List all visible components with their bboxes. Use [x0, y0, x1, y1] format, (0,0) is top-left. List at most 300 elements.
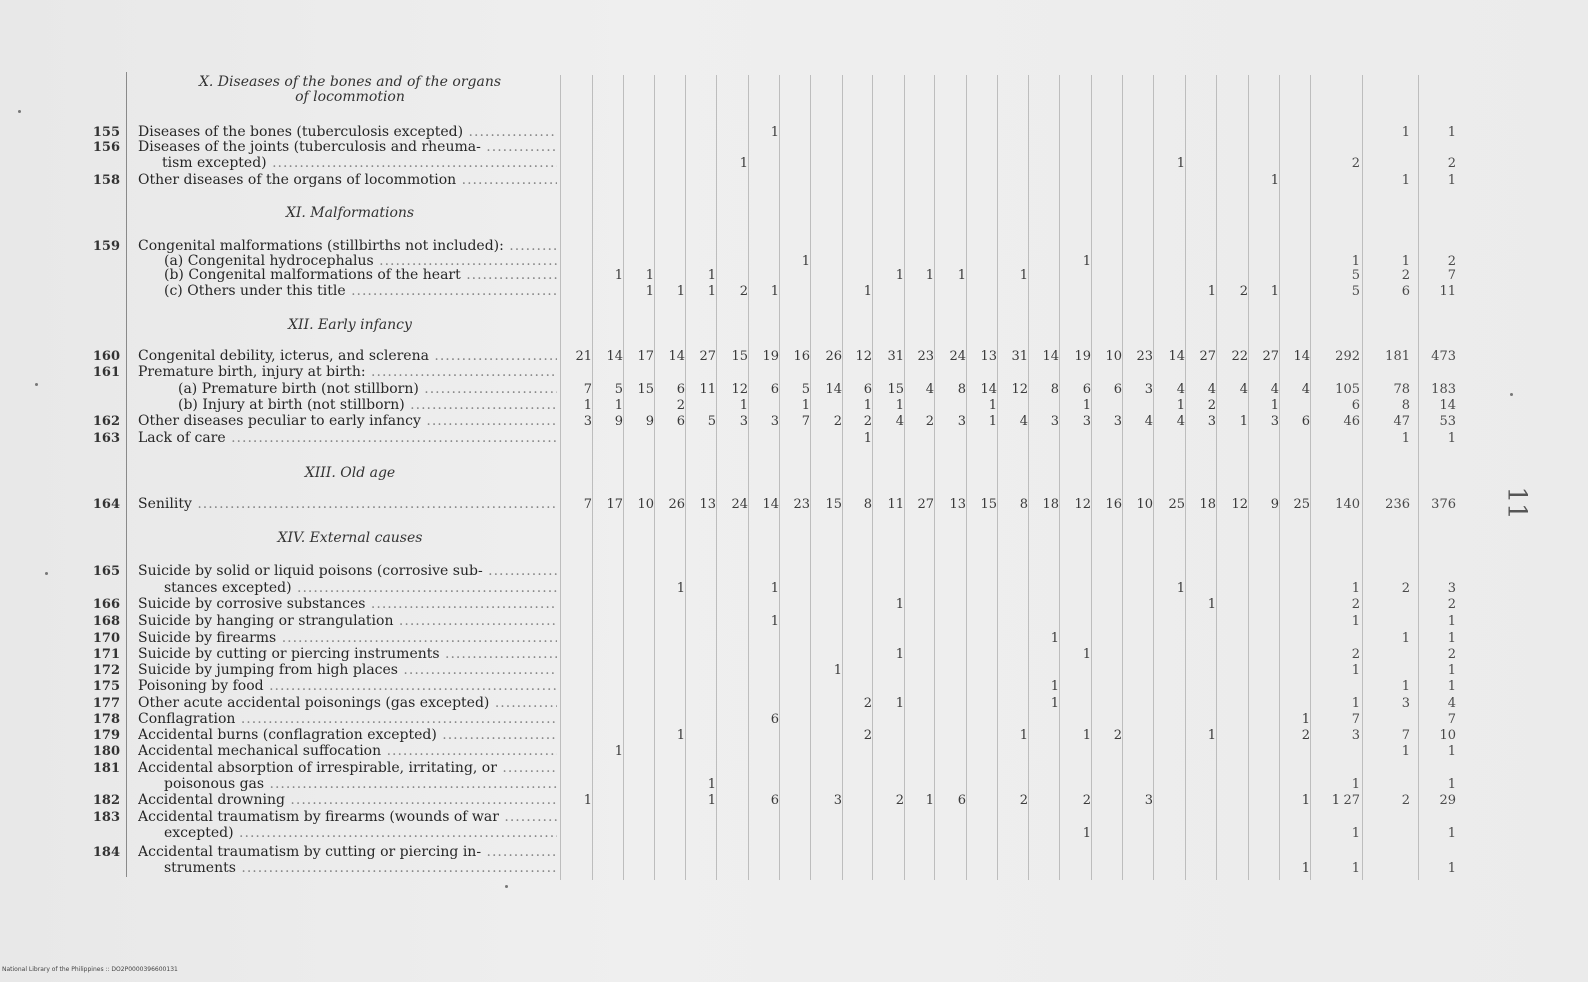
paper-speck: [35, 383, 38, 386]
row-label: Suicide by solid or liquid poisons (corrosive sub- .....: [138, 563, 557, 579]
row-label: poisonous gas .....: [164, 776, 557, 792]
table-cell: 1: [1401, 125, 1410, 140]
table-cell: 1: [1447, 861, 1456, 876]
table-cell: 9: [614, 414, 623, 429]
table-cell: 14: [668, 349, 685, 364]
row-label: Other diseases of the organs of locommotion .....: [138, 172, 557, 188]
table-cell: 3: [1207, 414, 1216, 429]
table-cell: 14: [1439, 398, 1456, 413]
column-rule: [1216, 75, 1217, 880]
column-rule: [1059, 75, 1060, 880]
table-cell: 1: [1176, 398, 1185, 413]
table-cell: 2: [1019, 793, 1028, 808]
table-cell: 1: [583, 793, 592, 808]
table-cell: 105: [1335, 382, 1360, 397]
table-cell: 5: [1351, 284, 1360, 299]
table-cell: 6: [1082, 382, 1091, 397]
row-label: tism excepted) .....: [162, 155, 557, 171]
table-cell: 1: [895, 647, 904, 662]
table-cell: 1: [863, 398, 872, 413]
table-cell: 1: [739, 398, 748, 413]
column-rule: [623, 75, 624, 880]
table-cell: 2: [1447, 597, 1456, 612]
table-cell: 16: [793, 349, 810, 364]
column-rule: [592, 75, 593, 880]
table-cell: 1: [1351, 581, 1360, 596]
column-rule: [966, 75, 967, 880]
table-cell: 1: [1447, 679, 1456, 694]
table-cell: 25: [1168, 497, 1185, 512]
row-number: 178: [92, 712, 120, 727]
table-cell: 1: [739, 156, 748, 171]
table-cell: 10: [637, 497, 654, 512]
row-number: 162: [92, 414, 120, 429]
table-cell: 2: [1113, 728, 1122, 743]
row-label: Other acute accidental poisonings (gas excepted) .....: [138, 695, 557, 711]
table-cell: 1: [1351, 254, 1360, 269]
row-label: Congenital debility, icterus, and sclerena .....: [138, 348, 557, 364]
table-cell: 3: [833, 793, 842, 808]
table-cell: 1: [925, 793, 934, 808]
row-label: Accidental burns (conflagration excepted) .....: [138, 727, 557, 743]
table-cell: 2: [1351, 597, 1360, 612]
row-label: Accidental mechanical suffocation .....: [138, 743, 557, 759]
table-cell: 2: [1351, 156, 1360, 171]
row-label: Diseases of the joints (tuberculosis and rheuma- .....: [138, 139, 557, 155]
table-cell: 1: [863, 284, 872, 299]
row-number: 180: [92, 744, 120, 759]
row-label: Lack of care .....: [138, 430, 557, 446]
table-cell: 1: [863, 431, 872, 446]
column-rule: [748, 75, 749, 880]
row-number: 160: [92, 349, 120, 364]
table-cell: 1: [1207, 284, 1216, 299]
table-cell: 2: [895, 793, 904, 808]
table-cell: 31: [887, 349, 904, 364]
column-rule: [1153, 75, 1154, 880]
table-cell: 2: [863, 728, 872, 743]
row-label: (a) Congenital hydrocephalus .....: [164, 253, 557, 269]
table-cell: 3: [957, 414, 966, 429]
column-rule: [1279, 75, 1280, 880]
paper-speck: [45, 572, 48, 575]
table-cell: 1: [1447, 614, 1456, 629]
table-cell: 1: [645, 284, 654, 299]
table-cell: 24: [949, 349, 966, 364]
table-cell: 1: [1239, 414, 1248, 429]
table-cell: 1: [1270, 398, 1279, 413]
section-heading: XIII. Old age: [304, 465, 396, 481]
table-cell: 4: [1144, 414, 1153, 429]
column-rule: [1122, 75, 1123, 880]
row-label: Suicide by hanging or strangulation .....: [138, 613, 557, 629]
table-cell: 1: [614, 398, 623, 413]
column-rule: [1310, 75, 1311, 880]
table-cell: 1: [707, 793, 716, 808]
table-cell: 12: [731, 382, 748, 397]
table-cell: 376: [1431, 497, 1456, 512]
table-cell: 14: [1293, 349, 1310, 364]
table-cell: 14: [606, 349, 623, 364]
table-cell: 7: [583, 382, 592, 397]
column-rule: [1248, 75, 1249, 880]
table-cell: 292: [1335, 349, 1360, 364]
row-number: 161: [92, 365, 120, 380]
table-cell: 1: [614, 268, 623, 283]
table-cell: 13: [980, 349, 997, 364]
table-cell: 10: [1105, 349, 1122, 364]
table-cell: 4: [925, 382, 934, 397]
table-cell: 1: [676, 581, 685, 596]
table-cell: 1: [1270, 173, 1279, 188]
table-cell: 6: [770, 793, 779, 808]
table-cell: 2: [676, 398, 685, 413]
table-cell: 5: [801, 382, 810, 397]
section-heading: XIV. External causes: [277, 530, 423, 546]
row-number: 163: [92, 431, 120, 446]
table-cell: 1: [1447, 663, 1456, 678]
table-cell: 6: [676, 414, 685, 429]
row-label: (b) Congenital malformations of the heart .....: [164, 267, 557, 283]
paper-speck: [1510, 393, 1513, 396]
row-number: 179: [92, 728, 120, 743]
table-cell: 1: [1301, 712, 1310, 727]
table-cell: 23: [1136, 349, 1153, 364]
table-cell: 1: [1447, 826, 1456, 841]
table-cell: 31: [1011, 349, 1028, 364]
table-cell: 17: [637, 349, 654, 364]
table-cell: 27: [1343, 793, 1360, 808]
row-label: Suicide by firearms .....: [138, 630, 557, 646]
table-cell: 29: [1439, 793, 1456, 808]
table-cell: 2: [833, 414, 842, 429]
table-cell: 19: [762, 349, 779, 364]
table-cell: 6: [1401, 284, 1410, 299]
table-cell: 1: [770, 581, 779, 596]
table-cell: 1: [1447, 631, 1456, 646]
paper-speck: [18, 110, 21, 113]
row-number: 166: [92, 597, 120, 612]
table-cell: 3: [583, 414, 592, 429]
table-cell: 1: [925, 268, 934, 283]
table-cell: 1: [1401, 631, 1410, 646]
table-cell: 2: [1301, 728, 1310, 743]
table-cell: 2: [1351, 647, 1360, 662]
column-rule: [1418, 75, 1419, 880]
table-cell: 10: [1136, 497, 1153, 512]
column-rule: [997, 75, 998, 880]
table-cell: 4: [1176, 382, 1185, 397]
table-cell: 6: [863, 382, 872, 397]
table-cell: 26: [668, 497, 685, 512]
table-cell: 1: [1050, 679, 1059, 694]
table-cell: 47: [1393, 414, 1410, 429]
table-cell: 2: [1447, 156, 1456, 171]
table-cell: 12: [1231, 497, 1248, 512]
table-cell: 1: [1401, 744, 1410, 759]
row-label: Poisoning by food .....: [138, 678, 557, 694]
row-label: Congenital malformations (stillbirths not included): .....: [138, 238, 557, 254]
column-rule: [1362, 75, 1363, 880]
table-cell: 1: [1050, 696, 1059, 711]
row-label: stances excepted) .....: [164, 580, 557, 596]
column-rule: [1091, 75, 1092, 880]
table-cell: 1: [988, 414, 997, 429]
table-cell: 25: [1293, 497, 1310, 512]
table-cell: 4: [1239, 382, 1248, 397]
table-cell: 8: [1401, 398, 1410, 413]
row-label: (b) Injury at birth (not stillborn) .....: [178, 397, 557, 413]
column-rule: [1028, 75, 1029, 880]
table-cell: 10: [1439, 728, 1456, 743]
row-number: 165: [92, 564, 120, 579]
table-cell: 2: [863, 414, 872, 429]
table-cell: 2: [925, 414, 934, 429]
row-label: Diseases of the bones (tuberculosis excepted) .....: [138, 124, 557, 140]
row-number: 159: [92, 239, 120, 254]
row-number: 168: [92, 614, 120, 629]
table-cell: 22: [1231, 349, 1248, 364]
table-cell: 19: [1074, 349, 1091, 364]
row-number: 155: [92, 125, 120, 140]
table-cell: 1: [1351, 826, 1360, 841]
row-label: excepted) .....: [164, 825, 557, 841]
table-cell: 2: [1401, 268, 1410, 283]
table-cell: 7: [801, 414, 810, 429]
table-cell: 1: [1351, 614, 1360, 629]
table-cell: 1: [957, 268, 966, 283]
table-cell: 3: [1050, 414, 1059, 429]
table-cell: 27: [1199, 349, 1216, 364]
row-label: Suicide by corrosive substances .....: [138, 596, 557, 612]
table-cell: 6: [1351, 398, 1360, 413]
table-cell: 1: [1082, 254, 1091, 269]
table-cell: 14: [1168, 349, 1185, 364]
row-label: Senility .....: [138, 496, 557, 512]
table-cell: 15: [887, 382, 904, 397]
table-cell: 1: [1447, 431, 1456, 446]
table-cell: 1: [1019, 728, 1028, 743]
row-label: Suicide by jumping from high places .....: [138, 662, 557, 678]
row-label: Suicide by cutting or piercing instruments .....: [138, 646, 557, 662]
table-cell: 5: [707, 414, 716, 429]
table-cell: 3: [1401, 696, 1410, 711]
table-cell: 6: [1113, 382, 1122, 397]
table-cell: 3: [1144, 382, 1153, 397]
table-cell: 140: [1335, 497, 1360, 512]
column-rule: [872, 75, 873, 880]
row-number: 181: [92, 761, 120, 776]
table-cell: 7: [1401, 728, 1410, 743]
row-number: 177: [92, 696, 120, 711]
table-cell: 1: [707, 268, 716, 283]
table-cell: 1: [1401, 254, 1410, 269]
row-label: Accidental absorption of irrespirable, irritating, or .....: [138, 760, 557, 776]
table-cell: 2: [1239, 284, 1248, 299]
table-cell: 236: [1385, 497, 1410, 512]
table-cell: 8: [1019, 497, 1028, 512]
table-cell: 18: [1042, 497, 1059, 512]
row-label: (a) Premature birth (not stillborn) .....: [178, 381, 557, 397]
table-cell: 2: [1401, 581, 1410, 596]
row-number: 170: [92, 631, 120, 646]
table-cell: 3: [1113, 414, 1122, 429]
table-cell: 6: [1301, 414, 1310, 429]
table-cell: 2: [1447, 647, 1456, 662]
table-cell: 27: [1262, 349, 1279, 364]
row-number: 158: [92, 173, 120, 188]
table-cell: 3: [1082, 414, 1091, 429]
table-cell: 11: [699, 382, 716, 397]
row-label: Accidental traumatism by firearms (wounds of war .....: [138, 809, 557, 825]
table-cell: 1: [1351, 861, 1360, 876]
table-cell: 1: [1351, 663, 1360, 678]
table-cell: 1: [895, 268, 904, 283]
table-cell: 1: [1447, 173, 1456, 188]
column-rule: [810, 75, 811, 880]
table-cell: 15: [980, 497, 997, 512]
table-cell: 1: [1351, 696, 1360, 711]
table-cell: 13: [699, 497, 716, 512]
table-cell: 4: [895, 414, 904, 429]
table-cell: 6: [957, 793, 966, 808]
table-cell: 2: [863, 696, 872, 711]
table-cell: 3: [1351, 728, 1360, 743]
table-cell: 11: [887, 497, 904, 512]
table-cell: 1: [770, 125, 779, 140]
column-rule: [1185, 75, 1186, 880]
table-cell: 4: [1019, 414, 1028, 429]
table-cell: 12: [1011, 382, 1028, 397]
table-cell: 2: [739, 284, 748, 299]
row-label: Conflagration .....: [138, 711, 557, 727]
table-cell: 13: [949, 497, 966, 512]
table-cell: 1: [1082, 728, 1091, 743]
table-cell: 21: [575, 349, 592, 364]
section-heading: XII. Early infancy: [288, 317, 412, 333]
table-cell: 11: [1439, 284, 1456, 299]
table-cell: 1: [1301, 793, 1310, 808]
footer-credit: National Library of the Philippines :: DO2P0000396600131: [2, 966, 178, 973]
table-cell: 1: [1176, 156, 1185, 171]
column-rule: [904, 75, 905, 880]
number-column-divider: [126, 72, 127, 877]
table-cell: 1: [770, 284, 779, 299]
table-cell: 3: [739, 414, 748, 429]
table-cell: 2: [1207, 398, 1216, 413]
table-cell: 1: [895, 597, 904, 612]
table-cell: 1: [1447, 777, 1456, 792]
table-cell: 12: [855, 349, 872, 364]
table-cell: 1: [676, 728, 685, 743]
table-cell: 1: [770, 614, 779, 629]
column-rule: [716, 75, 717, 880]
table-cell: 7: [583, 497, 592, 512]
table-cell: 6: [770, 382, 779, 397]
table-cell: 18: [1199, 497, 1216, 512]
table-cell: 1: [1207, 728, 1216, 743]
table-cell: 1: [895, 696, 904, 711]
table-cell: 27: [917, 497, 934, 512]
table-cell: 4: [1270, 382, 1279, 397]
table-cell: 3: [770, 414, 779, 429]
table-cell: 473: [1431, 349, 1456, 364]
table-cell: 7: [1447, 268, 1456, 283]
table-cell: 181: [1385, 349, 1410, 364]
table-cell: 3: [1270, 414, 1279, 429]
table-cell: 15: [825, 497, 842, 512]
table-cell: 1: [1082, 647, 1091, 662]
row-number: 182: [92, 793, 120, 808]
table-cell: 27: [699, 349, 716, 364]
row-label: Accidental drowning .....: [138, 792, 557, 808]
table-cell: 8: [863, 497, 872, 512]
table-cell: 1: [1401, 431, 1410, 446]
table-cell: 1: [1176, 581, 1185, 596]
column-rule: [685, 75, 686, 880]
table-cell: 1: [988, 398, 997, 413]
table-cell: 183: [1431, 382, 1456, 397]
table-cell: 6: [676, 382, 685, 397]
paper-speck: [505, 885, 508, 888]
table-cell: 1: [1207, 597, 1216, 612]
column-rule: [842, 75, 843, 880]
table-cell: 53: [1439, 414, 1456, 429]
column-rule: [560, 75, 561, 880]
table-cell: 46: [1343, 414, 1360, 429]
column-rule: [934, 75, 935, 880]
table-cell: 14: [762, 497, 779, 512]
table-cell: 8: [957, 382, 966, 397]
table-cell: 4: [1447, 696, 1456, 711]
table-cell: 1: [1082, 398, 1091, 413]
table-cell: 1: [1019, 268, 1028, 283]
table-cell: 17: [606, 497, 623, 512]
row-number: 164: [92, 497, 120, 512]
column-rule: [654, 75, 655, 880]
table-cell: 78: [1393, 382, 1410, 397]
table-cell: 24: [731, 497, 748, 512]
table-cell: 16: [1105, 497, 1122, 512]
table-cell: 1: [1301, 861, 1310, 876]
table-cell: 1: [614, 744, 623, 759]
table-cell: 1: [1331, 793, 1340, 808]
table-cell: 3: [1447, 581, 1456, 596]
table-cell: 1: [801, 254, 810, 269]
table-cell: 1: [1401, 173, 1410, 188]
table-cell: 3: [1144, 793, 1153, 808]
table-cell: 7: [1351, 712, 1360, 727]
table-cell: 1: [645, 268, 654, 283]
table-cell: 5: [1351, 268, 1360, 283]
row-number: 175: [92, 679, 120, 694]
row-number: 171: [92, 647, 120, 662]
table-cell: 26: [825, 349, 842, 364]
table-cell: 4: [1207, 382, 1216, 397]
table-cell: 5: [614, 382, 623, 397]
table-cell: 23: [793, 497, 810, 512]
row-label: struments .....: [164, 860, 557, 876]
table-cell: 2: [1401, 793, 1410, 808]
table-cell: 4: [1301, 382, 1310, 397]
table-cell: 14: [825, 382, 842, 397]
table-cell: 1: [833, 663, 842, 678]
page-number: 11: [1501, 486, 1532, 520]
table-cell: 2: [1447, 254, 1456, 269]
table-cell: 9: [645, 414, 654, 429]
table-cell: 1: [583, 398, 592, 413]
row-number: 183: [92, 810, 120, 825]
